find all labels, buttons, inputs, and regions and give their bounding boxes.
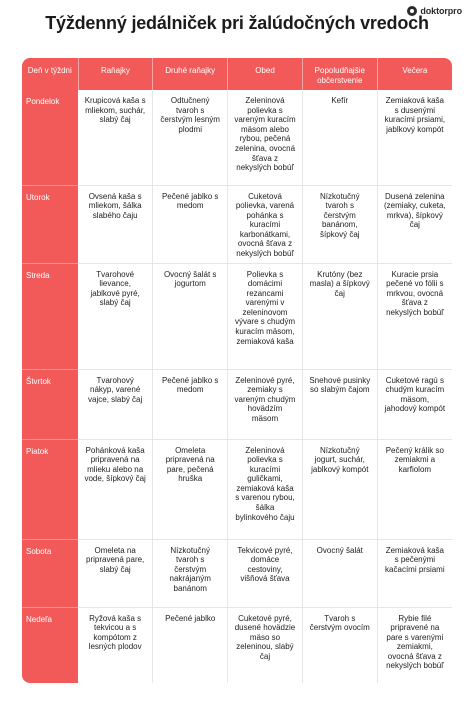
header-snack-afternoon: Popoludňajšie občerstvenie [302, 58, 377, 90]
meal-cell: Krutóny (bez masla) a šípkový čaj [302, 263, 377, 369]
meal-cell: Dusená zelenina (zemiaky, cuketa, mrkva), šípkový čaj [377, 185, 452, 263]
meal-cell: Pohánková kaša pripravená na mlieku alebo na vode, šípkový čaj [78, 439, 153, 539]
day-cell: Štvrtok [22, 369, 78, 439]
meal-cell: Kuracie prsia pečené vo fólii s mrkvou, ovocná šťava z nekyslých bobúľ [377, 263, 452, 369]
day-cell: Utorok [22, 185, 78, 263]
header-lunch: Obed [228, 58, 303, 90]
meal-cell: Ovocný šalát s jogurtom [153, 263, 228, 369]
day-cell: Piatok [22, 439, 78, 539]
header-row [22, 58, 452, 90]
header-breakfast: Raňajky [78, 58, 153, 90]
meal-cell: Zeleninová polievka s vareným kuracím mäsom alebo rybou, pečená zelenina, ovocná šťava z nekyslých bobúľ [228, 90, 303, 185]
meal-table [22, 58, 452, 683]
meal-cell: Ovocný šalát [302, 539, 377, 607]
meal-cell: Pečené jablko s medom [153, 185, 228, 263]
meal-cell: Krupicová kaša s mliekom, suchár, slabý čaj [78, 90, 153, 185]
table-body [22, 90, 452, 683]
meal-cell: Zemiaková kaša s pečenými kačacími prsiami [377, 539, 452, 607]
meal-cell: Polievka s domácimi rezancami varenými v zeleninovom vývare s chudým kuracím mäsom, zemiaková kaša [228, 263, 303, 369]
meal-cell: Tvaroh s čerstvým ovocím [302, 607, 377, 683]
table-row [22, 607, 452, 683]
day-cell: Pondelok [22, 90, 78, 185]
table-row [22, 263, 452, 369]
meal-cell: Tvarohový nákyp, varené vajce, slabý čaj [78, 369, 153, 439]
meal-cell: Zeleninové pyré, zemiaky s vareným chudým hovädzím mäsom [228, 369, 303, 439]
meal-cell: Omeleta pripravená na pare, pečená hruška [153, 439, 228, 539]
meal-cell: Tekvicové pyré, domáce cestoviny, višňová šťava [228, 539, 303, 607]
page-title: Týždenný jedálniček pri žalúdočných vredoch [45, 13, 429, 33]
meal-plan-table [22, 58, 452, 683]
table-row [22, 539, 452, 607]
meal-cell: Ovsená kaša s mliekom, šálka slabého čaju [78, 185, 153, 263]
meal-cell: Zemiaková kaša s dusenými kuracími prsiami, jablkový kompót [377, 90, 452, 185]
meal-cell: Kefír [302, 90, 377, 185]
meal-cell: Rybie filé pripravené na pare s varenými zemiakmi, ovocná šťava z nekyslých bobúľ [386, 613, 444, 671]
meal-cell: Pečené jablko s medom [153, 369, 228, 439]
logo-text: doktorpro [420, 6, 462, 16]
table-row [22, 185, 452, 263]
header-dinner: Večera [377, 58, 452, 90]
meal-cell: Pečené jablko [153, 607, 228, 683]
meal-cell: Snehové pusinky so slabým čajom [302, 369, 377, 439]
meal-cell: Omeleta na pripravená pare, slabý čaj [78, 539, 153, 607]
table-row [22, 369, 452, 439]
meal-cell: Nízkotučný jogurt, suchár, jablkový kompót [302, 439, 377, 539]
table-row [22, 439, 452, 539]
day-cell: Nedeľa [22, 607, 78, 683]
meal-cell: Nízkotučný tvaroh s čerstvým nakrájaným banánom [153, 539, 228, 607]
day-cell: Streda [22, 263, 78, 369]
meal-cell: Ryžová kaša s tekvicou a s kompótom z lesných plodov [78, 607, 153, 683]
meal-cell: Odtučnený tvaroh s čerstvým lesným plodmi [153, 90, 228, 185]
meal-cell: Tvarohové lievance, jablkové pyré, slabý čaj [78, 263, 153, 369]
meal-cell: Zeleninová polievka s kuracími guličkami, zemiaková kaša s varenou rybou, šálka bylinkového čaju [228, 439, 303, 539]
day-cell: Sobota [22, 539, 78, 607]
meal-cell: Cuketové pyré, dusené hovädzie mäso so zeleninou, slabý čaj [228, 607, 303, 683]
table-row [22, 90, 452, 185]
meal-cell: Cuketová polievka, varená pohánka s kuracími karbonátkami, ovocná šťava z nekyslých bobúľ [228, 185, 303, 263]
meal-cell: Cuketové ragú s chudým kuracím mäsom, jahodový kompót [377, 369, 452, 439]
header-day: Deň v týždni [22, 58, 78, 90]
header-snack-morning: Druhé raňajky [153, 58, 228, 90]
meal-cell: Pečený králik so zemiakmi a karfiolom [377, 439, 452, 539]
meal-cell: Nízkotučný tvaroh s čerstvým banánom, šípkový čaj [302, 185, 377, 263]
